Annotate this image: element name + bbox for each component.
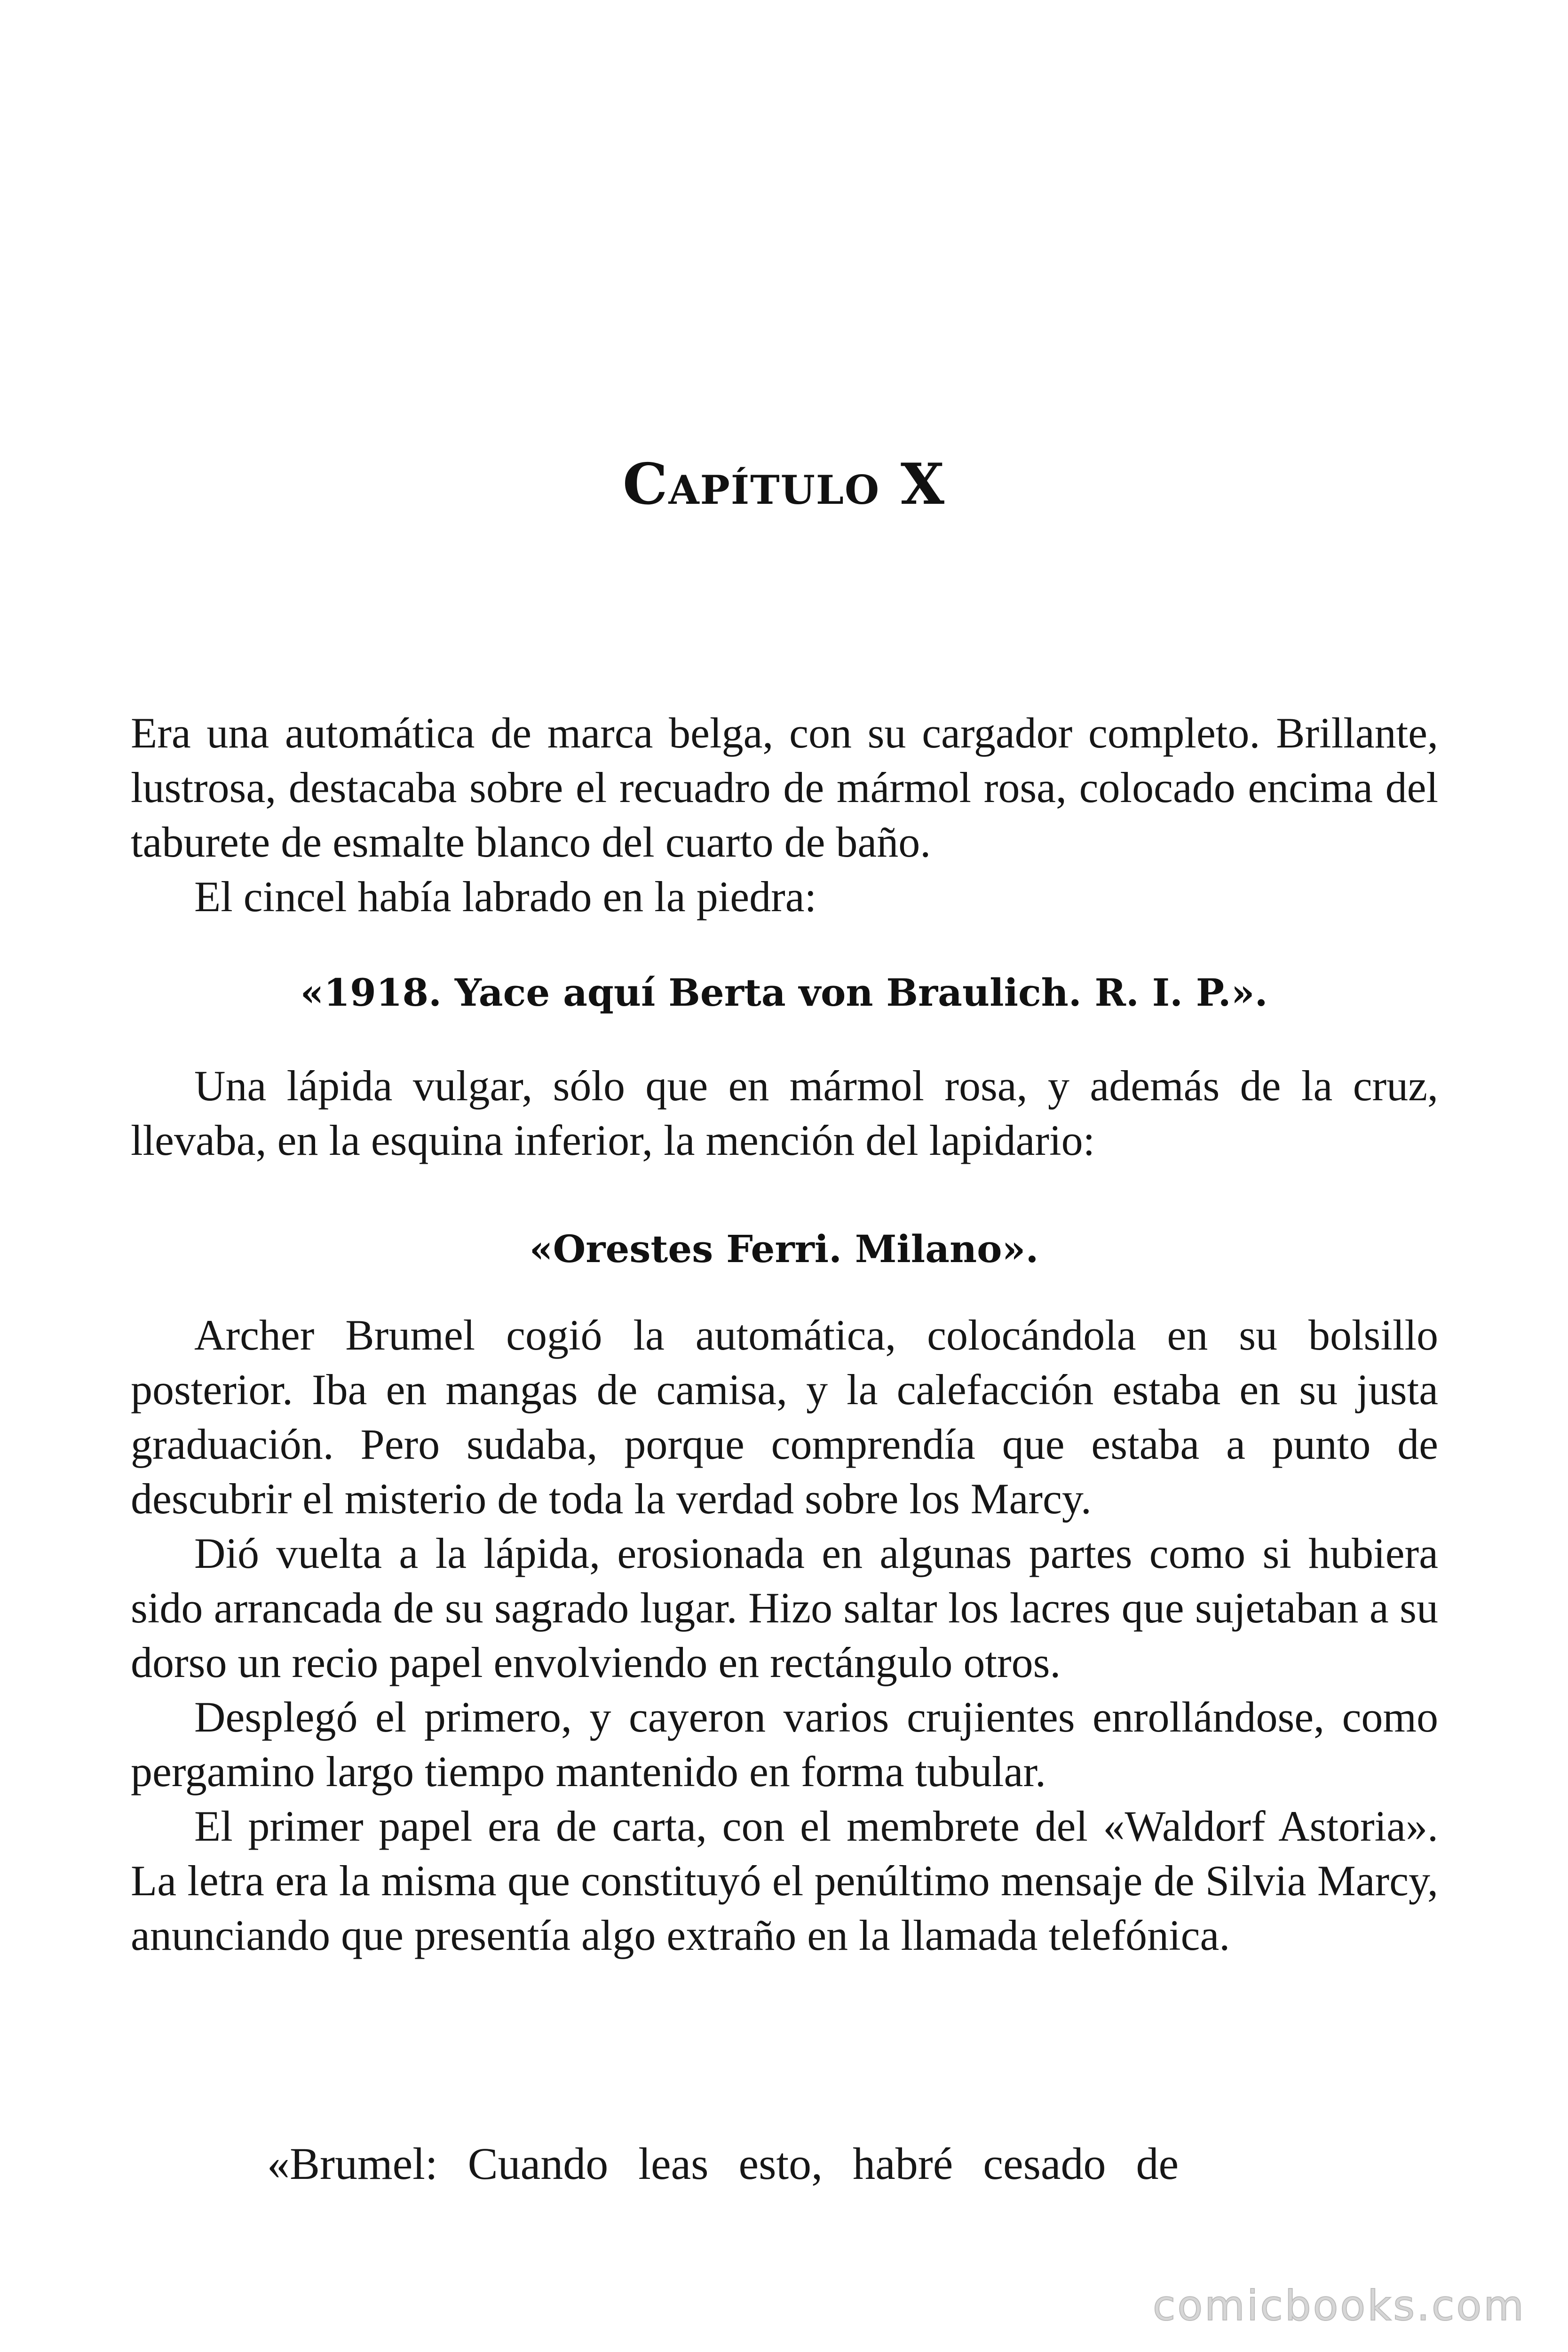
paragraph: Una lápida vulgar, sólo que en mármol rosa, y además de la cruz, llevaba, en la esquina inferior, la mención del lapidario: — [131, 1062, 1438, 1164]
paragraph: El primer papel era de carta, con el membrete del «Waldorf Astoria». La letra era la misma que constituyó el penúltimo mensaje de Silvia Marcy, anunciando que presentía algo extraño en la llamada telefónica. — [131, 1802, 1438, 1959]
text-block-main — [131, 1308, 1438, 1963]
chapter-title: Capítulo X — [622, 451, 946, 517]
text-block-lapida — [131, 1058, 1438, 1168]
letter-opening: «Brumel: Cuando leas esto, habré cesado de — [267, 2138, 1179, 2189]
text-block-opening — [131, 706, 1438, 924]
paragraph: Era una automática de marca belga, con su cargador completo. Brillante, lustrosa, destacaba sobre el recuadro de mármol rosa, colocado encima del taburete de esmalte blanco del cuarto de baño. — [131, 709, 1438, 866]
text-block-letter — [131, 2136, 1438, 2192]
paragraph: El cincel había labrado en la piedra: — [194, 873, 817, 921]
paragraph: Desplegó el primero, y cayeron varios crujientes enrollándose, como pergamino largo tiempo mantenido en forma tubular. — [131, 1693, 1438, 1796]
paragraph: Archer Brumel cogió la automática, colocándola en su bolsillo posterior. Iba en mangas de camisa, y la calefacción estaba en su justa graduación. Pero sudaba, porque comprendía que estaba a punto de descubrir el misterio de toda la verdad sobre los Marcy. — [131, 1311, 1438, 1523]
inscription-lapidary: «Orestes Ferri. Milano». — [529, 1227, 1039, 1271]
inscription-tombstone: «1918. Yace aquí Berta von Braulich. R. I. P.». — [300, 970, 1268, 1015]
watermark: comicbooks.com — [1152, 2281, 1526, 2330]
paragraph: Dió vuelta a la lápida, erosionada en algunas partes como si hubiera sido arrancada de su sagrado lugar. Hizo saltar los lacres que sujetaban a su dorso un recio papel envolviendo en rectángulo otros. — [131, 1529, 1438, 1686]
